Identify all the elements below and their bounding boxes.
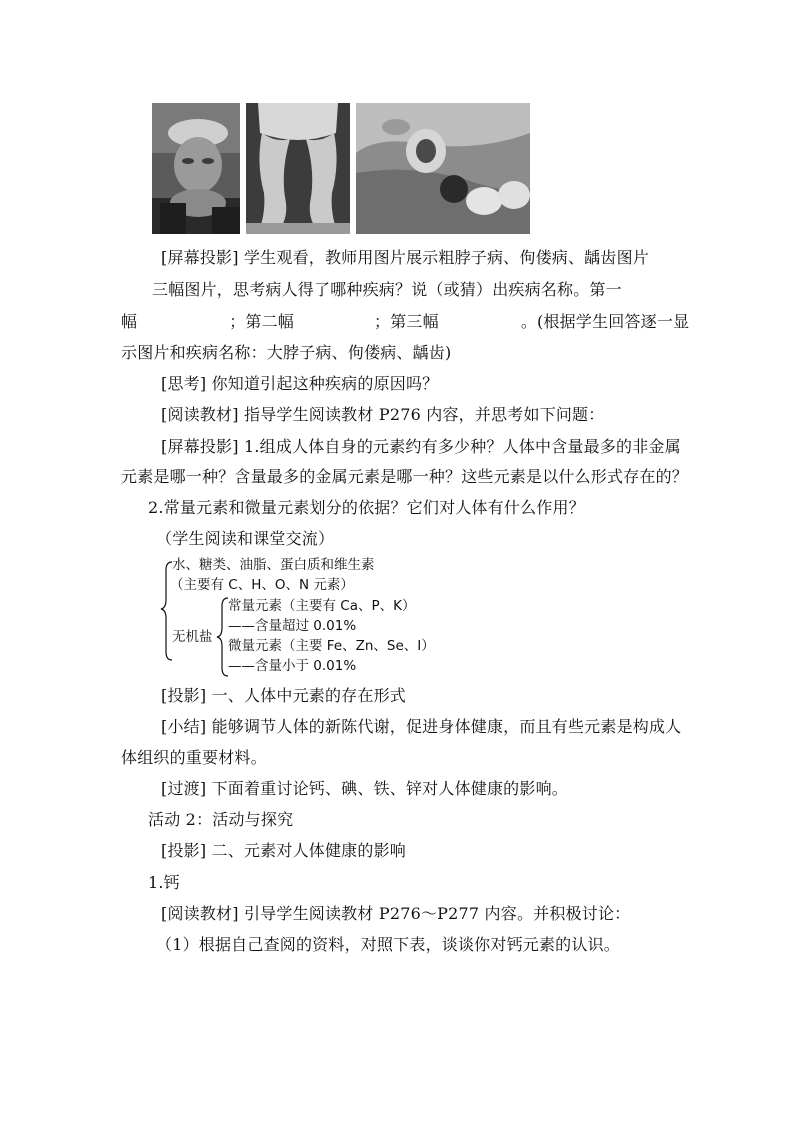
text-line-11: [投影] 一、人体中元素的存在形式 [161,686,406,705]
text-line-3-part-b: ；第二幅 [229,312,295,331]
text-line-3 [121,312,689,332]
text-line-6: [阅读教材] 指导学生阅读教材 P276 内容，并思考如下问题： [161,405,605,424]
text-line-8: 元素是哪一种？含量最多的金属元素是哪一种？这些元素是以什么形式存在的？ [121,467,689,486]
organic-compounds-label: 水、糖类、油脂、蛋白质和维生素 [172,557,375,573]
text-line-5: [思考] 你知道引起这种疾病的原因吗？ [161,374,439,393]
text-line-4: 示图片和疾病名称：大脖子病、佝偻病、龋齿) [121,343,452,362]
text-line-12: [小结] 能够调节人体的新陈代谢，促进身体健康，而且有些元素是构成人 [161,717,682,736]
micro-elements-label: 微量元素（主要 Fe、Zn、Se、I） [228,638,435,654]
text-line-3-part-a: 幅 [121,312,138,331]
rickets-legs-photo [246,103,350,234]
text-line-7: [屏幕投影] 1.组成人体自身的元素约有多少种？人体中含量最多的非金属 [161,437,681,456]
macro-elements-label: 常量元素（主要有 Ca、P、K） [228,598,416,614]
text-line-13: 体组织的重要材料。 [121,748,267,767]
text-line-17: 1.钙 [148,873,180,892]
element-form-diagram [158,556,458,678]
text-line-15: 活动 2：活动与探究 [148,810,294,829]
text-line-19: （1）根据自己查阅的资料，对照下表，谈谈你对钙元素的认识。 [156,935,620,954]
macro-content-note: ——含量超过 0.01% [228,618,357,634]
text-line-3-part-c: ；第三幅 [374,312,439,331]
text-line-16: [投影] 二、元素对人体健康的影响 [161,841,406,860]
dental-caries-photo [356,103,530,234]
goiter-patient-photo [152,103,240,234]
text-line-3-part-d: 。(根据学生回答逐一显 [520,312,690,331]
text-line-14: [过渡] 下面着重讨论钙、碘、铁、锌对人体健康的影响。 [161,779,568,798]
text-line-10: （学生阅读和课堂交流） [156,529,335,548]
text-line-2: 三幅图片，思考病人得了哪种疾病？说（或猜）出疾病名称。第一 [152,280,622,299]
text-line-18: [阅读教材] 引导学生阅读教材 P276～P277 内容。并积极讨论： [161,904,631,923]
text-line-1: [屏幕投影] 学生观看，教师用图片展示粗脖子病、佝偻病、龋齿图片 [161,248,649,267]
text-line-9: 2.常量元素和微量元素划分的依据？它们对人体有什么作用？ [148,498,585,517]
organic-elements-note: （主要有 C、H、O、N 元素） [170,577,354,593]
micro-content-note: ——含量小于 0.01% [228,658,357,674]
inorganic-salt-label: 无机盐 [172,629,213,645]
